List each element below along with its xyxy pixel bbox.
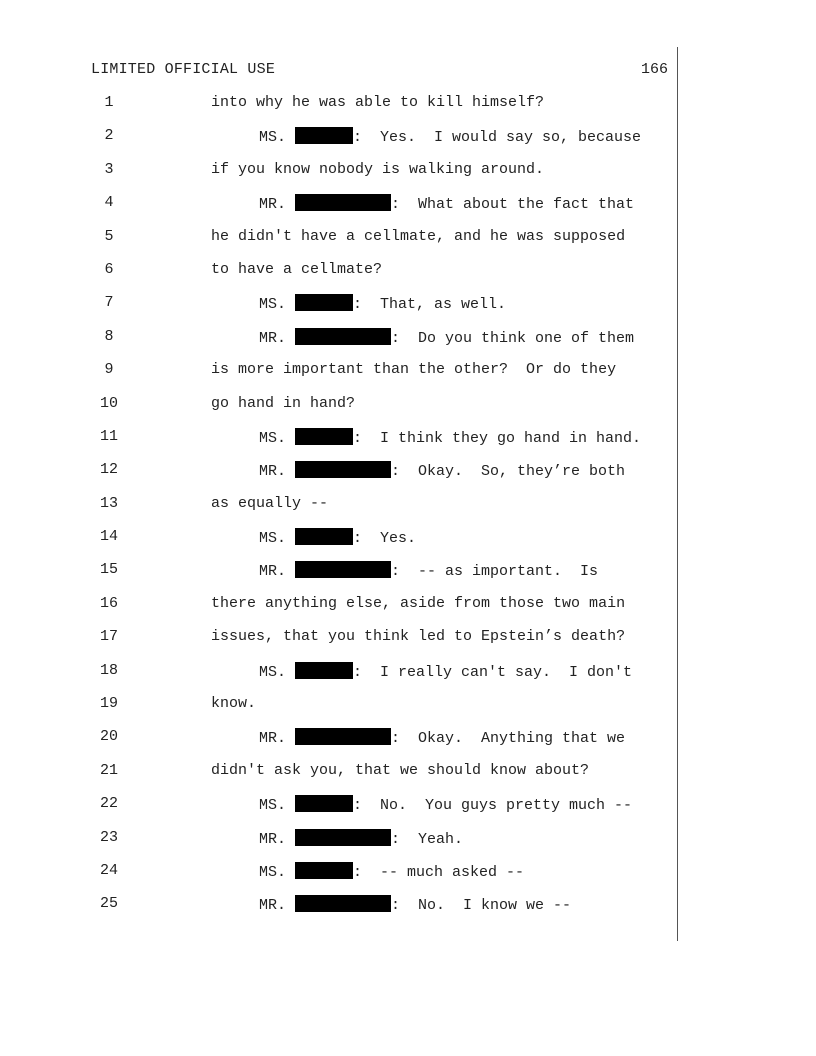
line-number: 17 [99,628,118,646]
line-number: 3 [104,160,114,178]
spoken-text: : No. I know we -- [391,897,572,915]
speaker-honorific: MR. [259,329,287,347]
line-text [259,862,524,881]
spoken-text: he didn't have a cellmate, and he was supposed [211,227,626,245]
transcript-line [0,294,816,327]
transcript-line [0,461,816,494]
spoken-text: there anything else, aside from those two main [211,594,626,612]
line-number: 2 [104,127,114,145]
redaction-block [295,795,353,812]
line-number: 5 [104,227,114,245]
line-text [259,895,571,914]
line-text [211,595,625,612]
line-number: 22 [99,795,118,813]
line-number: 24 [99,861,118,879]
transcript-line [0,328,816,361]
line-number: 9 [104,361,114,379]
line-number: 13 [99,494,118,512]
spoken-text: : Okay. So, they’re both [391,463,626,481]
spoken-text: into why he was able to kill himself? [211,94,545,111]
spoken-text: : Yes. I would say so, because [353,129,642,147]
transcript-line [0,561,816,594]
line-number: 16 [99,594,118,612]
redaction-block [295,328,391,345]
spoken-text: : Yes. [353,530,417,548]
line-text [259,194,634,213]
transcript-line [0,495,816,528]
redaction-block [295,428,353,445]
speaker-honorific: MS. [259,129,287,147]
redaction-block [295,862,353,879]
line-number: 15 [99,561,118,579]
speaker-honorific: MS. [259,429,287,447]
spoken-text: didn't ask you, that we should know about? [211,761,590,779]
line-number: 23 [99,828,118,846]
transcript-line [0,361,816,394]
speaker-honorific: MS. [259,530,287,548]
line-text [259,728,625,747]
spoken-text: : I think they go hand in hand. [353,429,642,447]
transcript-line [0,795,816,828]
line-text [211,395,355,412]
spoken-text: is more important than the other? Or do they [211,361,617,379]
transcript-line [0,194,816,227]
spoken-text: : I really can't say. I don't [353,663,633,681]
speaker-honorific: MS. [259,797,287,815]
line-text [259,528,416,547]
line-number: 11 [99,427,118,445]
redaction-block [295,829,391,846]
speaker-honorific: MS. [259,296,287,314]
spoken-text: to have a cellmate? [211,260,383,278]
line-number: 8 [104,327,114,345]
spoken-text: : What about the fact that [391,196,635,214]
speaker-honorific: MR. [259,463,287,481]
spoken-text: : -- as important. Is [391,563,599,581]
line-text [211,762,589,779]
speaker-honorific: MR. [259,730,287,748]
redaction-block [295,662,353,679]
speaker-honorific: MS. [259,663,287,681]
line-number: 20 [99,728,118,746]
speaker-honorific: MR. [259,196,287,214]
line-text [211,94,544,111]
line-text [211,695,256,712]
spoken-text: : Yeah. [391,830,464,848]
transcript-line [0,595,816,628]
classification-header: LIMITED OFFICIAL USE [91,61,276,78]
transcript-line [0,261,816,294]
spoken-text: : That, as well. [353,296,507,314]
line-text [211,361,616,378]
line-number: 21 [99,761,118,779]
transcript-line [0,762,816,795]
transcript-line [0,829,816,862]
line-text [259,561,598,580]
spoken-text: know. [211,695,257,713]
transcript-line [0,127,816,160]
redaction-block [295,895,391,912]
line-text [211,161,544,178]
spoken-text: if you know nobody is walking around. [211,160,545,178]
redaction-block [295,561,391,578]
transcript-line [0,228,816,261]
line-text [259,829,463,848]
redaction-block [295,728,391,745]
redaction-block [295,127,353,144]
line-text [259,328,634,347]
speaker-honorific: MS. [259,863,287,881]
transcript-line [0,628,816,661]
spoken-text: : Do you think one of them [391,329,635,347]
spoken-text: issues, that you think led to Epstein’s death? [211,628,626,646]
line-text [259,127,641,146]
page-number: 166 [640,61,668,78]
line-text [259,428,641,447]
spoken-text: go hand in hand? [211,394,356,412]
line-text [211,261,382,278]
line-number: 10 [99,394,118,412]
transcript-line [0,728,816,761]
transcript-line [0,662,816,695]
line-text [211,628,625,645]
speaker-honorific: MR. [259,897,287,915]
line-number: 7 [104,294,114,312]
transcript-line [0,161,816,194]
line-number: 6 [104,260,114,278]
redaction-block [295,194,391,211]
spoken-text: as equally -- [211,494,329,512]
line-text [259,795,632,814]
speaker-honorific: MR. [259,830,287,848]
line-text [259,662,632,681]
transcript-line [0,528,816,561]
line-number: 1 [104,94,114,111]
transcript-line [0,94,816,127]
spoken-text: : No. You guys pretty much -- [353,797,633,815]
transcript-line [0,695,816,728]
redaction-block [295,294,353,311]
line-text [211,495,328,512]
speaker-honorific: MR. [259,563,287,581]
line-number: 18 [99,661,118,679]
redaction-block [295,461,391,478]
spoken-text: : Okay. Anything that we [391,730,626,748]
line-number: 25 [99,895,118,913]
transcript-body [0,94,816,929]
line-number: 14 [99,528,118,546]
transcript-line [0,428,816,461]
spoken-text: : -- much asked -- [353,863,525,881]
transcript-line [0,895,816,928]
line-text [211,228,625,245]
transcript-line [0,862,816,895]
redaction-block [295,528,353,545]
transcript-line [0,395,816,428]
line-text [259,294,506,313]
line-text [259,461,625,480]
line-number: 12 [99,461,118,479]
line-number: 19 [99,695,118,713]
line-number: 4 [104,194,114,212]
